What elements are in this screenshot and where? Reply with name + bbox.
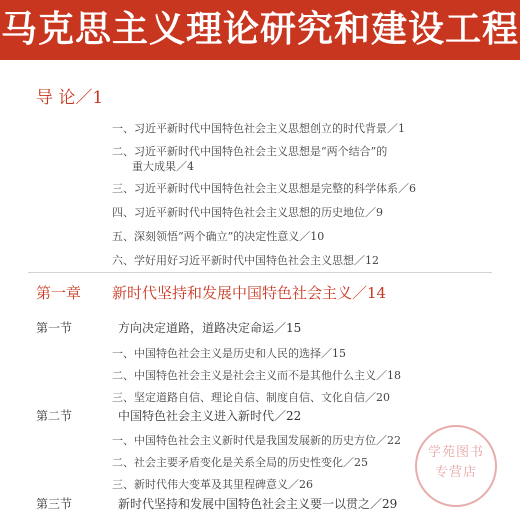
intro-item-6: 六、学好用好习近平新时代中国特色社会主义思想／12 — [112, 254, 379, 267]
intro-list — [112, 120, 416, 276]
intro-item-2-line-1: 二、习近平新时代中国特色社会主义思想是“两个结合”的 — [112, 145, 388, 158]
intro-item-2-line-2: 重大成果／4 — [132, 160, 194, 173]
section-2-item-3: 三、新时代伟大变革及其里程碑意义／26 — [112, 478, 313, 491]
chapter-heading — [36, 284, 386, 302]
section-2-list — [112, 433, 401, 499]
section-3-number: 第三节 — [36, 497, 73, 511]
section-2-number: 第二节 — [36, 409, 73, 423]
section-1-heading — [36, 320, 301, 336]
section-1-title: 方向决定道路，道路决定命运／15 — [118, 321, 302, 335]
section-2-title: 中国特色社会主义进入新时代／22 — [118, 409, 302, 423]
section-1-item-2: 二、中国特色社会主义是社会主义而不是其他什么主义／18 — [112, 369, 401, 382]
chapter-number: 第一章 — [36, 284, 82, 302]
section-1-item-3: 三、坚定道路自信、理论自信、制度自信、文化自信／20 — [112, 391, 390, 404]
shop-stamp — [415, 425, 497, 507]
section-3-heading — [36, 496, 397, 512]
banner-title: 马克思主义理论研究和建设工程 — [0, 9, 519, 50]
intro-heading: 导 论／1 — [36, 88, 104, 108]
stamp-line-1: 学苑图书 — [427, 445, 484, 460]
divider — [28, 272, 492, 273]
intro-item-1: 一、习近平新时代中国特色社会主义思想创立的时代背景／1 — [112, 122, 405, 135]
intro-item-3: 三、习近平新时代中国特色社会主义思想是完整的科学体系／6 — [112, 182, 416, 195]
section-1-list — [112, 346, 401, 412]
section-2-item-2: 二、社会主要矛盾变化是关系全局的历史性变化／25 — [112, 456, 368, 469]
section-2-heading — [36, 408, 301, 424]
section-1-number: 第一节 — [36, 321, 73, 335]
intro-item-2 — [112, 144, 416, 180]
title-banner — [0, 0, 520, 60]
chapter-title: 新时代坚持和发展中国特色社会主义／14 — [112, 284, 387, 302]
stamp-line-2: 专营店 — [434, 465, 477, 480]
section-2-item-1: 一、中国特色社会主义新时代是我国发展新的历史方位／22 — [112, 434, 401, 447]
section-1-item-1: 一、中国特色社会主义是历史和人民的选择／15 — [112, 347, 346, 360]
section-3-title: 新时代坚持和发展中国特色社会主义要一以贯之／29 — [118, 497, 398, 511]
intro-item-4: 四、习近平新时代中国特色社会主义思想的历史地位／9 — [112, 206, 383, 219]
intro-item-5: 五、深刻领悟“两个确立”的决定性意义／10 — [112, 230, 325, 243]
